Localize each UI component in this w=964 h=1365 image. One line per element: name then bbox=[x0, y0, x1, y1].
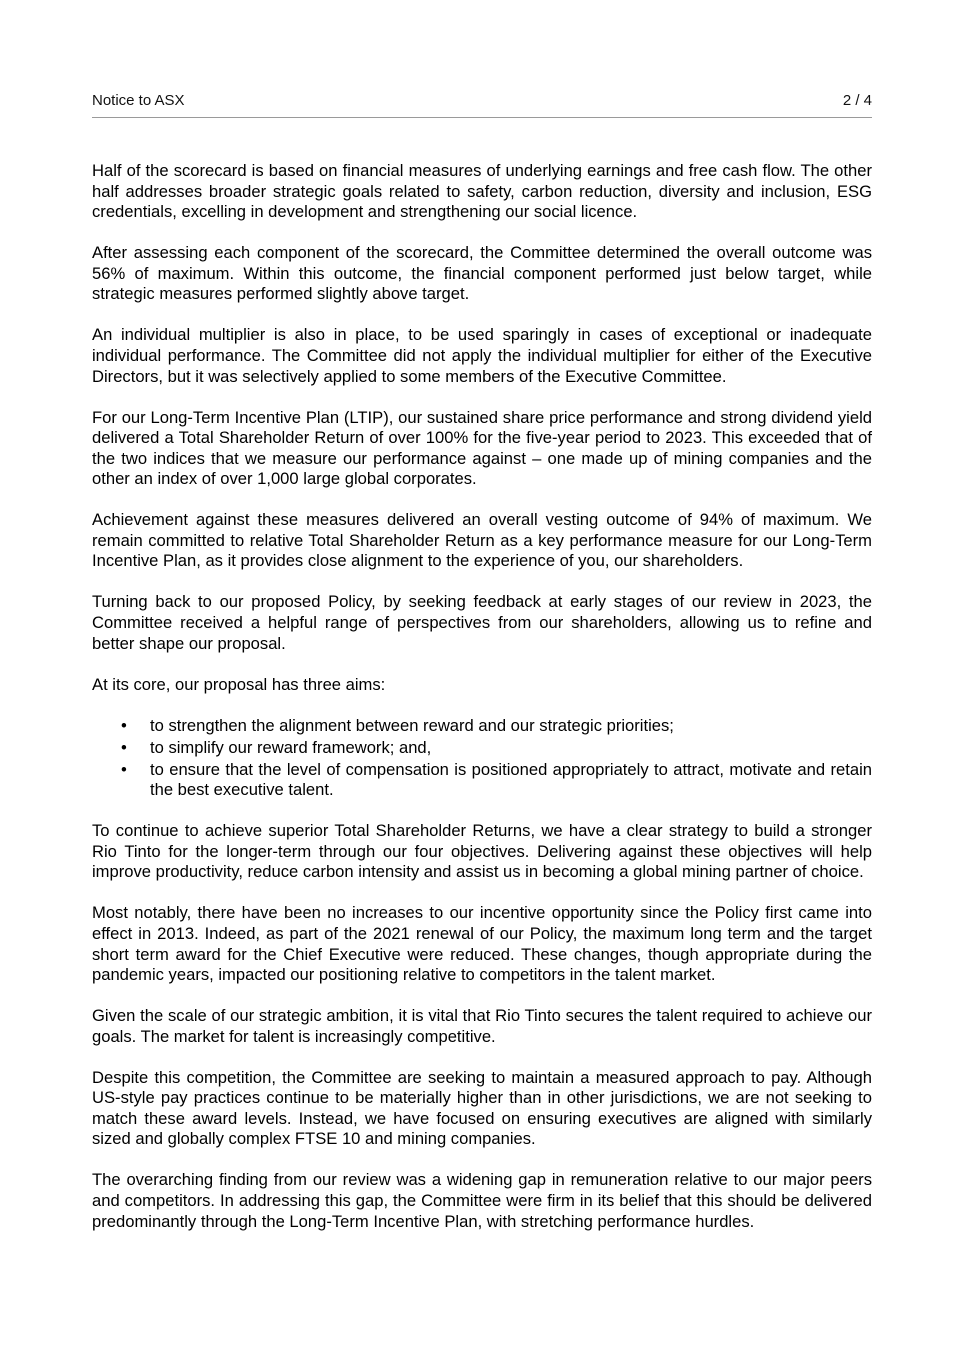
list-item bbox=[92, 738, 872, 759]
paragraph-strategy: To continue to achieve superior Total Shareholder Returns, we have a clear strategy to build a stronger Rio Tinto for the longer-term through our four objectives. Delivering against these objectives will help improve productivity, reduce carbon intensity and assist us in becoming a global mining partner of choice. bbox=[92, 821, 872, 882]
paragraph-competition: Despite this competition, the Committee are seeking to maintain a measured approach to pay. Although US-style pay practices continue to be materially higher than in other jurisdictions, we are not seeking to match these award levels. Instead, we have focused on ensuring executives are aligned with similarly sized and globally complex FTSE 10 and mining companies. bbox=[92, 1067, 872, 1149]
header-divider bbox=[92, 117, 872, 118]
paragraph-talent: Given the scale of our strategic ambition, it is vital that Rio Tinto secures the talent required to achieve our goals. The market for talent is increasingly competitive. bbox=[92, 1006, 872, 1046]
page-number: 2 / 4 bbox=[842, 92, 872, 109]
bullet-icon: • bbox=[121, 737, 127, 757]
document-body bbox=[92, 161, 872, 1253]
bullet-icon: • bbox=[121, 759, 127, 779]
page-header bbox=[92, 91, 872, 113]
list-item-text: to simplify our reward framework; and, bbox=[150, 737, 432, 757]
paragraph-scorecard: Half of the scorecard is based on financial measures of underlying earnings and free cash flow. The other half addresses broader strategic goals related to safety, carbon reduction, diversity and inclusion, ESG credentials, excelling in development and strengthening our social licence. bbox=[92, 161, 872, 222]
list-item bbox=[92, 716, 872, 737]
list-item-text: to ensure that the level of compensation is positioned appropriately to attract, motivate and retain the best executive talent. bbox=[150, 759, 872, 800]
paragraph-outcome: After assessing each component of the scorecard, the Committee determined the overall outcome was 56% of maximum. Within this outcome, the financial component performed just below target, while strategic measures performed slightly above target. bbox=[92, 243, 872, 304]
aims-list bbox=[92, 716, 872, 801]
paragraph-vesting: Achievement against these measures delivered an overall vesting outcome of 94% of maximum. We remain committed to relative Total Shareholder Return as a key performance measure for our Long-Term Incentive Plan, as it provides close alignment to the experience of you, our shareholders. bbox=[92, 510, 872, 571]
bullet-icon: • bbox=[121, 715, 127, 735]
list-item-text: to strengthen the alignment between reward and our strategic priorities; bbox=[150, 715, 674, 735]
paragraph-review-finding: The overarching finding from our review was a widening gap in remuneration relative to our major peers and competitors. In addressing this gap, the Committee were firm in its belief that this should be delivered predominantly through the Long-Term Incentive Plan, with stretching performance hurdles. bbox=[92, 1170, 872, 1231]
header-title: Notice to ASX bbox=[92, 92, 185, 109]
paragraph-ltip: For our Long-Term Incentive Plan (LTIP), our sustained share price performance and strong dividend yield delivered a Total Shareholder Return of over 100% for the five-year period to 2023. This exceeded that of the two indices that we measure our performance against – one made up of mining companies and the other an index of over 1,000 large global corporates. bbox=[92, 407, 872, 489]
paragraph-multiplier: An individual multiplier is also in place, to be used sparingly in cases of exceptional or inadequate individual performance. The Committee did not apply the individual multiplier for either of the Executive Directors, but it was selectively applied to some members of the Executive Committee. bbox=[92, 325, 872, 386]
paragraph-incentive-history: Most notably, there have been no increases to our incentive opportunity since the Policy first came into effect in 2013. Indeed, as part of the 2021 renewal of our Policy, the maximum long term and the target short term award for the Chief Executive were reduced. These changes, though appropriate during the pandemic years, impacted our positioning relative to competitors in the talent market. bbox=[92, 903, 872, 985]
paragraph-aims-intro: At its core, our proposal has three aims: bbox=[92, 674, 386, 694]
list-item bbox=[92, 760, 872, 801]
paragraph-policy: Turning back to our proposed Policy, by seeking feedback at early stages of our review in 2023, the Committee received a helpful range of perspectives from our shareholders, allowing us to refine and better shape our proposal. bbox=[92, 592, 872, 653]
